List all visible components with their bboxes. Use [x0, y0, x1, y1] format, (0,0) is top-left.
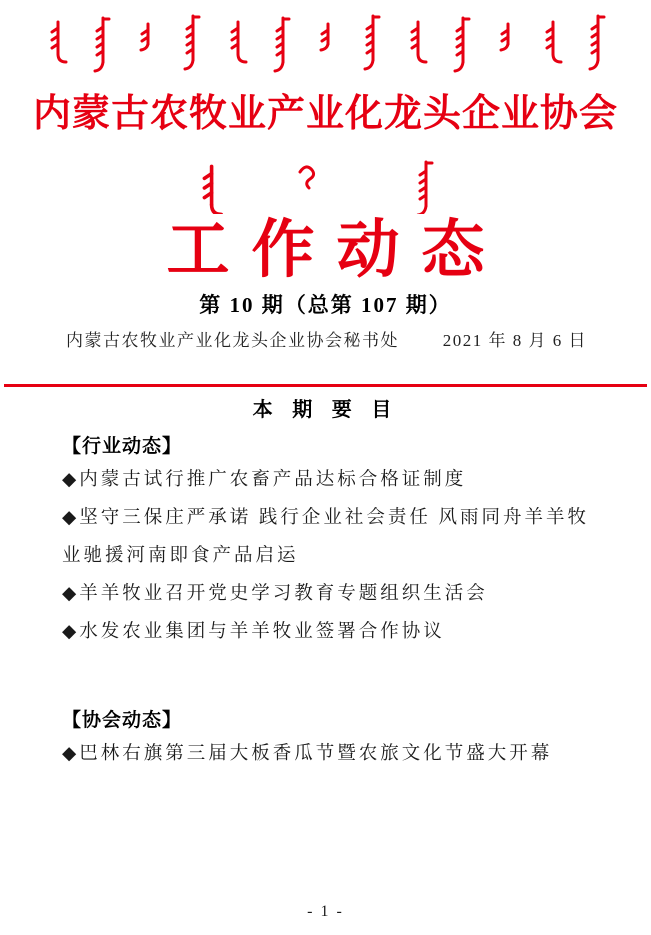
red-divider — [4, 384, 647, 387]
toc-item — [62, 499, 589, 575]
masthead — [0, 14, 651, 387]
toc-item — [62, 735, 589, 773]
toc-item-text: ◆水发农业集团与羊羊牧业签署合作协议 — [62, 622, 445, 642]
toc-item — [62, 461, 589, 499]
section-title-industry: 【行业动态】 — [62, 436, 183, 457]
publisher-row — [0, 328, 651, 354]
toc-list — [0, 433, 651, 773]
bulletin-title: 工作动态 — [166, 215, 507, 285]
toc-item-text: ◆巴林右旗第三届大板香瓜节暨农旅文化节盛大开幕 — [62, 744, 553, 764]
mongolian-script-top-icon — [46, 14, 606, 76]
section-industry — [62, 433, 589, 651]
contents — [0, 395, 651, 773]
toc-item-text: ◆内蒙古试行推广农畜产品达标合格证制度 — [62, 470, 467, 490]
mongolian-script-subtitle-icon — [186, 160, 466, 214]
toc-item-text: ◆坚守三保庄严承诺 践行企业社会责任 风雨同舟羊羊牧 — [62, 508, 589, 528]
toc-item-text: 业驰援河南即食产品启运 — [62, 546, 299, 566]
toc-item-text: ◆羊羊牧业召开党史学习教育专题组织生活会 — [62, 584, 488, 604]
toc-item — [62, 613, 589, 651]
publish-date: 2021 年 8 月 6 日 — [442, 331, 587, 350]
publisher: 内蒙古农牧业产业化龙头企业协会秘书处 — [66, 331, 399, 350]
section-association — [62, 707, 589, 773]
org-title: 内蒙古农牧业产业化龙头企业协会 — [32, 93, 618, 135]
page-number: - 1 - — [307, 903, 344, 920]
section-title-association: 【协会动态】 — [62, 710, 183, 731]
issue-line: 第 10 期（总第 107 期） — [199, 293, 452, 317]
contents-heading: 本 期 要 目 — [252, 399, 399, 421]
toc-item — [62, 575, 589, 613]
